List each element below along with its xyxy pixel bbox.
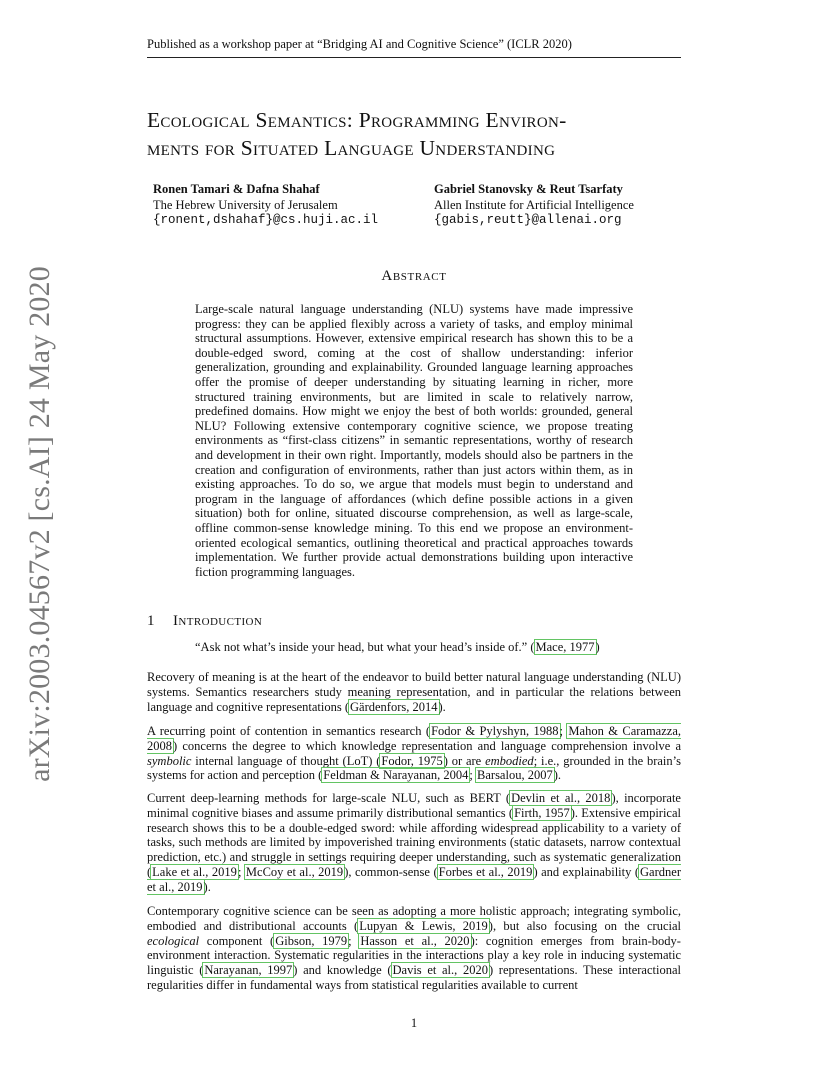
section-number: 1 bbox=[147, 613, 155, 629]
running-header: Published as a workshop paper at “Bridging AI and Cognitive Science” (ICLR 2020) bbox=[147, 36, 681, 58]
author-affiliation: The Hebrew University of Jerusalem bbox=[153, 197, 338, 212]
citation-link[interactable]: Lupyan & Lewis, 2019 bbox=[359, 918, 488, 933]
author-affiliation: Allen Institute for Artificial Intelligence bbox=[434, 197, 634, 212]
paragraph-2: A recurring point of contention in semantics research (Fodor & Pylyshyn, 1988; Mahon & Caramazza, 2008) concerns the degree to which knowledge representation and language comprehension involve a symbolic internal language of thought (LoT) (Fodor, 1975) or are embodied; i.e., grounded in the brain’s systems for action and perception (Feldman & Narayanan, 2004; Barsalou, 2007). bbox=[147, 724, 681, 783]
page-number: 1 bbox=[410, 1016, 418, 1030]
citation-link[interactable]: Gibson, 1979 bbox=[275, 933, 348, 948]
paragraph-3: Current deep-learning methods for large-scale NLU, such as BERT (Devlin et al., 2018), incorporate minimal cognitive biases and assume primarily distributional semantics (Firth, 1957). Extensive empirical research shows this to be a double-edged sword: while affording widespread applicability to a variety of tasks, such methods are limited by impoverished training environments (static datasets, narrow contextual prediction, etc.) and struggle in settings requiring deeper understanding, such as systematic generalization (Lake et al., 2019; McCoy et al., 2019), common-sense (Forbes et al., 2019) and explainability (Gardner et al., 2019). bbox=[147, 791, 681, 894]
paragraph-4: Contemporary cognitive science can be seen as adopting a more holistic approach; integrating symbolic, embodied and distributional accounts (Lupyan & Lewis, 2019), but also focusing on the crucial ecological component (Gibson, 1979; Hasson et al., 2020): cognition emerges from brain-body-environment interaction. Systematic regularities in the interactions play a key role in inducing systematic linguistic (Narayanan, 1997) and knowledge (Davis et al., 2020) representations. These interactional regularities differ in fundamental ways from statistical regularities available to current bbox=[147, 904, 681, 992]
author-block-2 bbox=[434, 182, 684, 229]
author-email: {gabis,reutt}@allenai.org bbox=[434, 213, 622, 227]
paragraph-1: Recovery of meaning is at the heart of the endeavor to build better natural language understanding (NLU) systems. Semantics researchers study meaning representation, and in particular the relations between language and cognitive representations (Gärdenfors, 2014). bbox=[147, 670, 681, 714]
abstract-text: Large-scale natural language understanding (NLU) systems have made impressive progress: they can be applied flexibly across a variety of tasks, and employ minimal structural assumptions. However, extensive empirical research has shown this to be a double-edged sword, coming at the cost of shallow understanding: inferior generalization, grounding and explainability. Grounded language learning approaches offer the promise of deeper understanding by situating learning in richer, more structured training environments, but are limited in scale to relatively narrow, predefined domains. How might we enjoy the best of both worlds: grounded, general NLU? Following extensive contemporary cognitive science, we propose treating environments as “first-class citizens” in semantic representations, worthy of research and development in their own right. Importantly, models should also be partners in the creation and configuration of environments, rather than just actors within them, as in existing approaches. To do so, we argue that models must begin to understand and program in the language of affordances (which define possible actions in a given situation) both for online, situated discourse comprehension, as well as large-scale, offline common-sense knowledge mining. To this end we propose an environment-oriented ecological semantics, outlining theoretical and practical approaches towards implementation. We further provide actual demonstrations building upon interactive fiction programming languages. bbox=[195, 302, 633, 579]
citation-link[interactable]: Lake et al., 2019 bbox=[152, 864, 237, 879]
paper-title bbox=[147, 106, 687, 162]
citation-link[interactable]: Gärdenfors, 2014 bbox=[350, 699, 438, 714]
title-line-2: ments for Situated Language Understanding bbox=[147, 136, 556, 160]
arxiv-identifier-stamp: arXiv:2003.04567v2 [cs.AI] 24 May 2020 bbox=[23, 266, 56, 782]
citation-link[interactable]: Forbes et al., 2019 bbox=[438, 864, 533, 879]
author-email: {ronent,dshahaf}@cs.huji.ac.il bbox=[153, 213, 379, 227]
citation-link[interactable]: Fodor, 1975 bbox=[381, 753, 443, 768]
citation-link[interactable]: Feldman & Narayanan, 2004 bbox=[323, 768, 469, 783]
citation-link[interactable]: Mace, 1977 bbox=[535, 640, 595, 654]
epigraph-quote: “Ask not what’s inside your head, but what your head’s inside of.” (Mace, 1977) bbox=[195, 640, 600, 654]
citation-link[interactable]: Firth, 1957 bbox=[514, 805, 570, 820]
section-heading bbox=[147, 613, 262, 630]
author-names: Gabriel Stanovsky & Reut Tsarfaty bbox=[434, 182, 623, 196]
author-block-1 bbox=[153, 182, 403, 229]
citation-link[interactable]: Barsalou, 2007 bbox=[477, 768, 553, 783]
abstract-heading: Abstract bbox=[381, 268, 447, 284]
citation-link[interactable]: Narayanan, 1997 bbox=[204, 963, 293, 978]
section-title: Introduction bbox=[173, 613, 263, 629]
citation-link[interactable]: Davis et al., 2020 bbox=[392, 963, 488, 978]
citation-link[interactable]: Mahon & Caramazza, 2008 bbox=[147, 724, 681, 753]
title-line-1: Ecological Semantics: Programming Environ- bbox=[147, 108, 567, 132]
citation-link[interactable]: Gardner et al., 2019 bbox=[147, 864, 681, 894]
author-names: Ronen Tamari & Dafna Shahaf bbox=[153, 182, 320, 196]
citation-link[interactable]: McCoy et al., 2019 bbox=[245, 864, 344, 879]
citation-link[interactable]: Devlin et al., 2018 bbox=[511, 791, 611, 805]
citation-link[interactable]: Fodor & Pylyshyn, 1988 bbox=[431, 724, 559, 738]
citation-link[interactable]: Hasson et al., 2020 bbox=[360, 933, 470, 948]
